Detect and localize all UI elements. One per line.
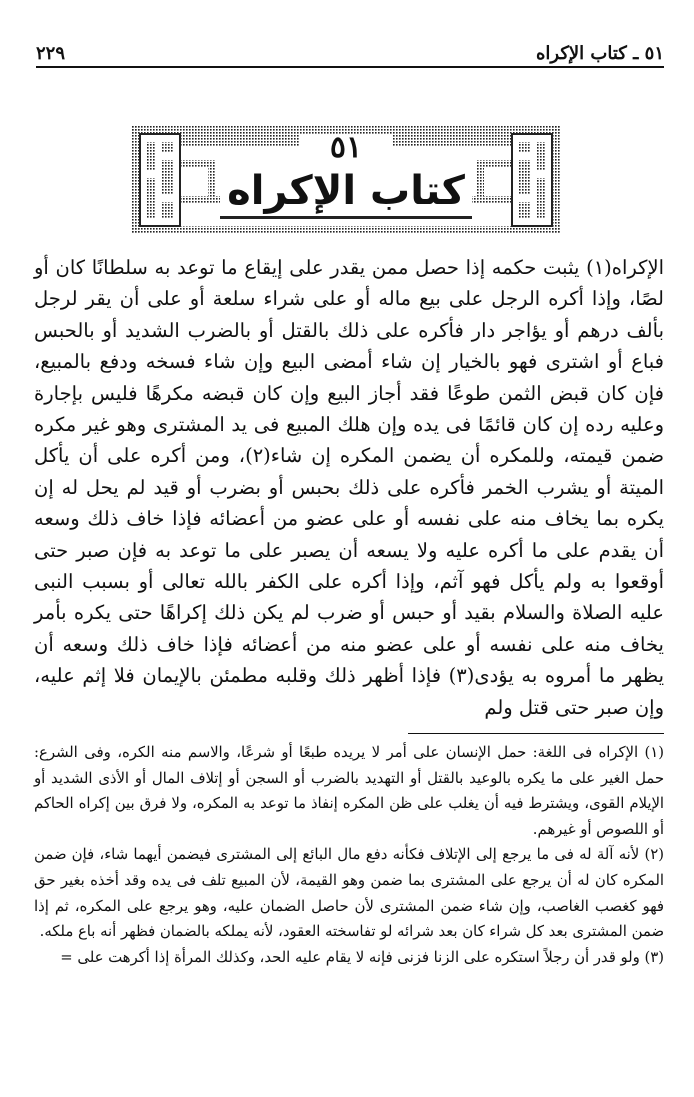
body-paragraph: الإكراه(١) يثبت حكمه إذا حصل ممن يقدر على إيقاع ما توعد به سلطانًا كان أو لصًا، وإذا أكره الرجل على بيع ماله أو على شراء سلعة أو على أن يقر لرجل بألف درهم أو يؤاجر دار فأكره على ذلك بالقتل أو بالضرب الشديد أو بالحبس فباع أو اشترى فهو بالخيار إن شاء أمضى البيع وإن شاء فسخه ودفع بالمبيع، فإن كان قبض الثمن طوعًا فقد أجاز البيع وإن كان قبضه مكرهًا فليس بإجارة وعليه رده إن كان قائمًا فى يده وإن هلك المبيع فى يد المشترى وهو غير مكره ضمن قيمته، وللمكره أن يضمن المكره إن شاء(٢)، ومن أكره على أن يأكل الميتة أو يشرب الخمر فأكره على ذلك بحبس أو بضرب أو قيد لم يحل له إن يكره بما يخاف منه على نفسه أو على عضو من أعضائه فإذا خاف ذلك وسعه أن يقدم على ما أكره عليه ولا يسعه أن يصبر على ما توعد به فإن صبر حتى أوقعوا به ولم يأكل فهو آثم، وإذا أكره على الكفر بالله تعالى أو بسبب النبى عليه الصلاة والسلام بقيد أو حبس أو ضرب لم يكن ذلك إكراهًا حتى يكره بأمر يخاف منه على نفسه أو على عضو منه من أعضائه فإذا خاف ذلك وسعه أن يظهر ما أمروه به يؤدى(٣) فإذا أظهر ذلك وقلبه مطمئن بالإيمان فلا إثم عليه، وإن صبر حتى قتل ولم — [34, 256, 665, 719]
running-header — [36, 34, 664, 64]
footnote-2: (٢) لأنه آلة له فى ما يرجع إلى الإتلاف فكأنه دفع مال البائع إلى المشترى فيضمن أيهما شاء، فإن ضمن المكره كان له أن يرجع على المشترى بما ضمن وهو القيمة، لأن المبيع تلف فى يده وقد أخذه بغير حق فهو كغصب الغاصب، وإن شاء ضمن المشترى لأن حاصل الضمان عليه، وهو يرجع على المكره، ثم إذا ضمن المشترى بعد كل شراء كان بعد شرائه لو تفاسخته العقود، لأنه يملكه بالضمان فظهر أنه باع ملكه. — [34, 846, 664, 941]
footnotes — [34, 740, 664, 970]
footnote-3: (٣) ولو قدر أن رجلاً استكره على الزنا فزنى فإنه لا يقام عليه الحد، وكذلك المرأة إذا أكرهت على = — [60, 948, 664, 966]
page-number: ٢٢٩ — [36, 43, 66, 64]
chapter-title: كتاب الإكراه — [227, 168, 465, 214]
header-rule — [36, 66, 664, 68]
chapter-label: ٥١ ـ كتاب الإكراه — [535, 43, 664, 64]
footnote-1: (١) الإكراه فى اللغة: حمل الإنسان على أمر لا يريده طبعًا أو شرعًا، والاسم منه الكره، وفى الشرع: حمل الغير على ما يكره بالوعيد بالقتل أو التهديد بالضرب أو السجن أو إتلاف المال أو الأذى الشديد أو الإيلام القوى، ويشترط فيه أن يغلب على ظن المكره إنفاذ ما توعد به المكره، ولا فرق بين إكراه الحاكم أو اللصوص أو غيرهم. — [34, 744, 664, 838]
chapter-title-box — [132, 126, 560, 234]
footnote-separator — [408, 733, 664, 734]
chapter-number: ٥١ — [329, 130, 363, 165]
main-text — [34, 252, 664, 723]
